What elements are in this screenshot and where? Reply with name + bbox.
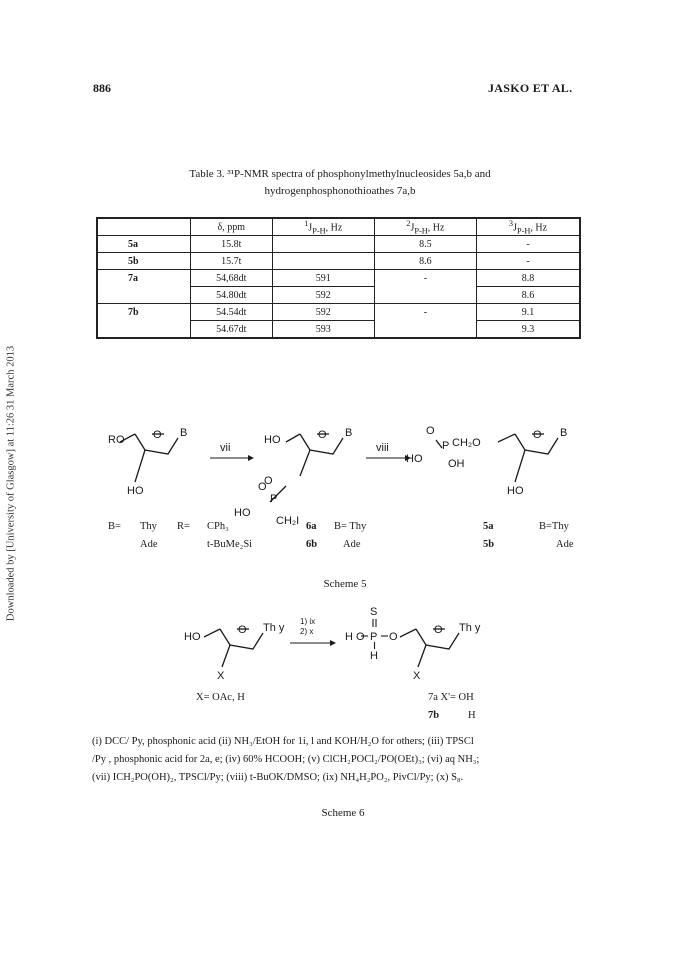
atom-ho-5: HO	[507, 485, 524, 497]
cell-j3: 8.8	[476, 270, 580, 287]
cell-j1	[272, 253, 374, 270]
j3-sup: 3	[508, 219, 514, 228]
cell-j2	[374, 321, 476, 339]
sugar-ring-5	[400, 629, 459, 667]
atom-ho-1: HO	[127, 485, 144, 497]
atom-b-3: B	[560, 427, 568, 439]
legend-7a: 7a X'= OH	[428, 692, 474, 703]
sugar-ring-1	[120, 434, 178, 482]
legend-5b: 5b	[483, 539, 495, 550]
j1-sub: P-H	[312, 226, 326, 236]
j3-unit: , Hz	[530, 222, 548, 234]
row-label: 7b	[97, 304, 191, 321]
reagent-1-ix: 1) ix	[300, 617, 316, 626]
table-row	[97, 304, 580, 321]
cell-j2: -	[374, 270, 476, 287]
scheme-6-label: Scheme 6	[321, 807, 365, 819]
legend-r-eq: R=	[177, 521, 190, 532]
atom-ro: RO	[108, 434, 125, 446]
atom-o-ring-3: O	[533, 429, 542, 441]
atom-thy-1: Th y	[263, 622, 285, 634]
atom-oh: OH	[448, 458, 465, 470]
row-label: 7a	[97, 270, 191, 287]
reagent-viii: viii	[376, 442, 389, 454]
cell-j2: 8.5	[374, 236, 476, 253]
j3-sub: P-H	[516, 226, 531, 236]
table-header-j1: $^1J_{P-H}$, Hz	[272, 218, 374, 236]
sugar-ring-4	[204, 629, 263, 667]
reagent-2-x: 2) x	[300, 627, 314, 636]
atom-o-link: O	[389, 631, 398, 643]
atom-o-double-1: O	[258, 481, 267, 493]
legend-ade-3: Ade	[556, 539, 574, 550]
atom-x-1: X	[217, 670, 225, 682]
cell-delta: 15.7t	[191, 253, 273, 270]
cell-j3: 9.1	[476, 304, 580, 321]
cell-delta: 54,68dt	[191, 270, 273, 287]
table-header-j2: $^2J_{P-H}$, Hz	[374, 218, 476, 236]
atom-o-ring-4: O	[238, 624, 247, 636]
table-caption	[120, 166, 560, 200]
atom-o-ester: O	[264, 475, 273, 487]
j1-unit: , Hz	[325, 222, 343, 234]
legend-ade: Ade	[140, 539, 158, 550]
row-label: 5b	[97, 253, 191, 270]
legend-7b: 7b	[428, 710, 440, 721]
legend-6a: 6a	[306, 521, 317, 532]
cell-j1: 592	[272, 304, 374, 321]
footnote-line-3: (vii) ICH₂PO(OH)₂, TPSCl/Py; (viii) t-BuOK/DMSO; (ix) NH₄H₂PO₂, PivCl/Py; (x) S₈.	[92, 772, 464, 783]
j2-sup: 2	[406, 219, 411, 228]
cell-delta: 54.54dt	[191, 304, 273, 321]
reagent-vii: vii	[220, 442, 231, 454]
cell-j2: 8.6	[374, 253, 476, 270]
table-row	[97, 253, 580, 270]
atom-s: S	[370, 606, 378, 618]
legend-thy: Thy	[140, 521, 157, 532]
cell-delta: 15.8t	[191, 236, 273, 253]
cell-delta: 54.67dt	[191, 321, 273, 339]
cell-j3: 9.3	[476, 321, 580, 339]
table-header-delta: δ, ppm	[191, 218, 273, 236]
cell-j3: -	[476, 253, 580, 270]
legend-tbumesi: t-BuMe₂Si	[207, 539, 253, 550]
row-label: 5a	[97, 236, 191, 253]
cell-j2	[374, 287, 476, 304]
table-header-blank	[97, 218, 191, 236]
reagent-footnote	[92, 733, 592, 787]
table-row	[97, 321, 580, 339]
cell-j1	[272, 236, 374, 253]
atom-p-1: P	[270, 493, 278, 505]
scheme-5-diagram	[90, 420, 590, 570]
atom-p-2: P	[442, 440, 450, 452]
table-row	[97, 287, 580, 304]
cell-j3: 8.6	[476, 287, 580, 304]
legend-7b-h: H	[468, 710, 476, 721]
table-row	[97, 236, 580, 253]
atom-ho-2: HO	[264, 434, 281, 446]
atom-h-p: H	[370, 650, 378, 662]
row-label	[97, 287, 191, 304]
scheme-6-diagram	[180, 605, 520, 695]
sugar-ring-2	[270, 434, 343, 502]
j2-unit: , Hz	[427, 222, 445, 234]
atom-o-double-2: O	[426, 425, 435, 437]
legend-b-thy: B= Thy	[334, 521, 367, 532]
atom-ch2o: CH₂O	[452, 437, 481, 449]
row-label	[97, 321, 191, 339]
atom-ho-6: HO	[184, 631, 201, 643]
atom-b-1: B	[180, 427, 188, 439]
atom-ho-7: H O	[345, 631, 365, 643]
j2-sub: P-H	[414, 226, 428, 236]
legend-x-oac: X= OAc, H	[196, 692, 245, 703]
arrow-scheme-6-head	[330, 640, 336, 646]
table-header-row	[97, 218, 580, 236]
footnote-line-1: (i) DCC/ Py, phosphonic acid (ii) NH₃/EtOH for 1i, l and KOH/H₂O for others; (iii) TPSCl	[92, 736, 474, 747]
atom-x-2: X	[413, 670, 421, 682]
footnote-line-2: /Py , phosphonic acid for 2a, e; (iv) 60% HCOOH; (v) ClCH₂POCl₂/PO(OEt)₃; (vi) aq NH₃;	[92, 754, 480, 765]
j1-sup: 1	[304, 219, 309, 228]
atom-b-2: B	[345, 427, 353, 439]
cell-j3: -	[476, 236, 580, 253]
legend-b-eq: B=	[108, 521, 121, 532]
table-row	[97, 270, 580, 287]
running-head: JASKO ET AL.	[488, 81, 573, 95]
atom-o-ring-2: O	[318, 429, 327, 441]
legend-6b: 6b	[306, 539, 318, 550]
atom-thy-2: Th y	[459, 622, 481, 634]
table-caption-line-1: Table 3. ³¹P-NMR spectra of phosphonylmethylnucleosides 5a,b and	[189, 168, 491, 180]
atom-p-3: P	[370, 631, 378, 643]
cell-j2: -	[374, 304, 476, 321]
arrow-vii-head	[248, 455, 254, 461]
atom-ho-4: HO	[406, 453, 423, 465]
nmr-table	[96, 217, 581, 339]
cell-j1: 592	[272, 287, 374, 304]
page-number: 886	[93, 81, 111, 95]
atom-ho-3: HO	[234, 507, 251, 519]
legend-b-thy-2: B=Thy	[539, 521, 569, 532]
legend-ade-2: Ade	[343, 539, 361, 550]
atom-o-ring-1: O	[153, 429, 162, 441]
atom-ch2i: CH₂I	[276, 515, 300, 527]
legend-cph3: CPh₃	[207, 521, 229, 532]
atom-o-ring-5: O	[434, 624, 443, 636]
scheme-5-label: Scheme 5	[323, 578, 367, 590]
legend-5a: 5a	[483, 521, 494, 532]
cell-j1: 591	[272, 270, 374, 287]
table-caption-line-2: hydrogenphosphonothioathes 7a,b	[264, 185, 416, 197]
download-side-note: Downloaded by [University of Glasgow] at 11:26 31 March 2013	[5, 345, 17, 622]
table-header-j3: $^3J_{P-H}$, Hz	[476, 218, 580, 236]
cell-j1: 593	[272, 321, 374, 339]
cell-delta: 54.80dt	[191, 287, 273, 304]
